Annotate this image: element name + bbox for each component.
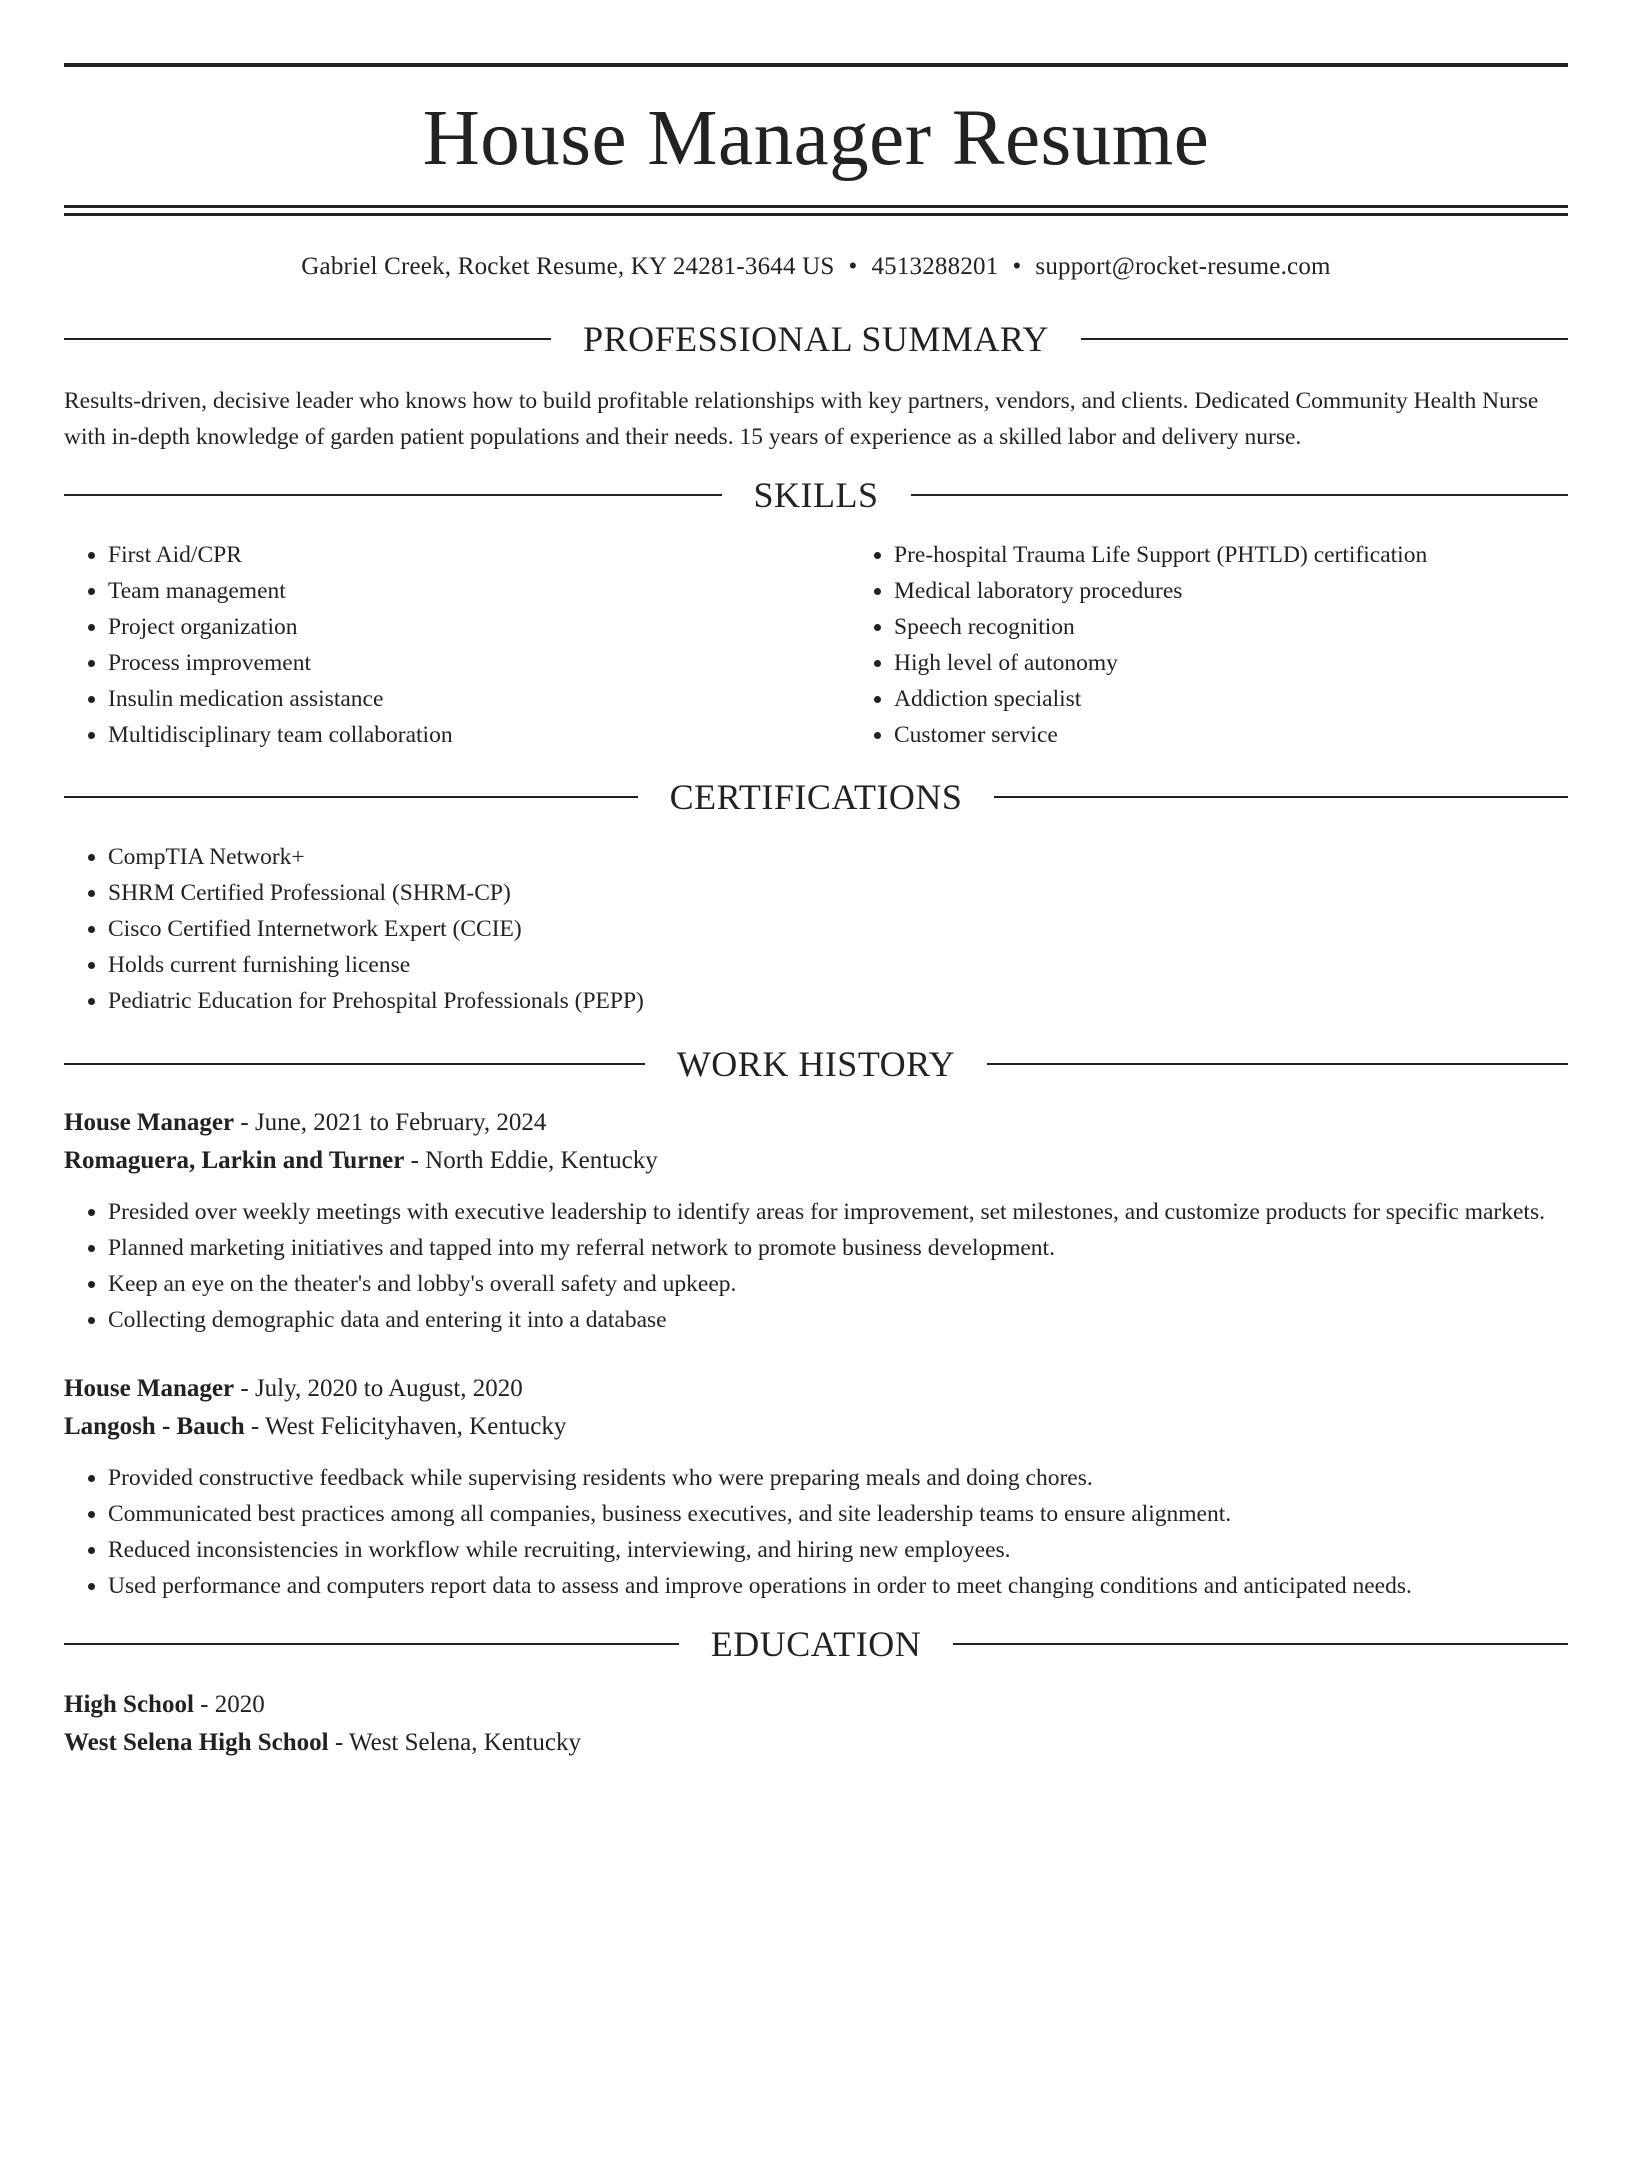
list-item: • Collecting demographic data and entering it into a database [108,1302,1568,1338]
heading-rule [953,1643,1568,1645]
job-entry [64,1370,1568,1604]
education-school-line [64,1724,1568,1762]
section-heading-summary [64,319,1568,359]
job-company: Romaguera, Larkin and Turner [64,1147,405,1174]
education-year: - 2020 [193,1691,265,1718]
resume-page [0,63,1632,2175]
job-role: House Manager [64,1375,235,1402]
certifications-list [64,839,1568,1019]
contact-email: support@rocket-resume.com [1035,253,1331,280]
contact-line [64,252,1568,282]
section-title: PROFESSIONAL SUMMARY [583,319,1049,359]
list-item: • Provided constructive feedback while supervising residents who were preparing meals and doing chores. [108,1460,1568,1496]
list-item: • Keep an eye on the theater's and lobby's overall safety and upkeep. [108,1266,1568,1302]
list-item: • Presided over weekly meetings with executive leadership to identify areas for improvement, set milestones, and customize products for specific markets. [108,1194,1568,1230]
list-item: • First Aid/CPR [108,537,850,573]
summary-text: Results-driven, decisive leader who knows how to build profitable relationships with key partners, vendors, and clients. Dedicated Community Health Nurse with in-depth knowledge of garden patient populations and their needs. 15 years of experience as a skilled labor and delivery nurse. [64,388,1539,450]
list-item: • Medical laboratory procedures [894,573,1568,609]
job-title-line [64,1370,1568,1408]
title-double-rule [64,205,1568,216]
contact-separator: • [1012,253,1022,280]
list-item: • Planned marketing initiatives and tapped into my referral network to promote business development. [108,1230,1568,1266]
job-entry [64,1104,1568,1338]
heading-rule [64,1643,679,1645]
section-heading-skills [64,475,1568,515]
job-role: House Manager [64,1109,235,1136]
list-item: • Team management [108,573,850,609]
skills-column-left [64,537,850,753]
contact-address: Gabriel Creek, Rocket Resume, KY 24281-3644 US [301,253,835,280]
heading-rule [64,494,722,496]
section-heading-education [64,1624,1568,1664]
job-bullets [64,1460,1568,1604]
list-item: • Speech recognition [894,609,1568,645]
list-item: • Customer service [894,717,1568,753]
heading-rule [64,1063,645,1065]
section-heading-certifications [64,777,1568,817]
job-company-line [64,1142,1568,1180]
list-item: • Addiction specialist [894,681,1568,717]
contact-phone: 4513288201 [871,253,999,280]
list-item: • Process improvement [108,645,850,681]
section-title: SKILLS [753,475,879,515]
heading-rule [64,796,638,798]
job-title-line [64,1104,1568,1142]
list-item: • Pre-hospital Trauma Life Support (PHTLD) certification [894,537,1568,573]
contact-separator: • [848,253,858,280]
job-dates: - June, 2021 to February, 2024 [234,1109,547,1136]
list-item: • SHRM Certified Professional (SHRM-CP) [108,875,1568,911]
list-item: • High level of autonomy [894,645,1568,681]
education-entry [64,1686,1568,1762]
heading-rule [987,1063,1568,1065]
education-location: - West Selena, Kentucky [328,1729,581,1756]
education-degree-line [64,1686,1568,1724]
list-item: • Insulin medication assistance [108,681,850,717]
list-item: • Cisco Certified Internetwork Expert (CCIE) [108,911,1568,947]
page-title: House Manager Resume [422,95,1210,182]
list-item: • Pediatric Education for Prehospital Professionals (PEPP) [108,983,1568,1019]
list-item: • Multidisciplinary team collaboration [108,717,850,753]
skills-list [64,537,1568,753]
job-company-line [64,1408,1568,1446]
heading-rule [994,796,1568,798]
section-heading-work-history [64,1044,1568,1084]
heading-rule [911,494,1569,496]
job-company: Langosh - Bauch [64,1413,245,1440]
job-location: - West Felicityhaven, Kentucky [244,1413,567,1440]
education-degree: High School [64,1691,194,1718]
list-item: • Reduced inconsistencies in workflow while recruiting, interviewing, and hiring new employees. [108,1532,1568,1568]
heading-rule [1081,338,1568,340]
section-title: WORK HISTORY [676,1044,956,1084]
section-title: CERTIFICATIONS [669,777,963,817]
list-item: • CompTIA Network+ [108,839,1568,875]
list-item: • Project organization [108,609,850,645]
skills-column-right [850,537,1568,753]
job-dates: - July, 2020 to August, 2020 [234,1375,523,1402]
education-school: West Selena High School [64,1729,329,1756]
heading-rule [64,338,551,340]
section-title: EDUCATION [710,1624,922,1664]
list-item: • Used performance and computers report data to assess and improve operations in order to meet changing conditions and anticipated needs. [108,1568,1568,1604]
list-item: • Communicated best practices among all companies, business executives, and site leadership teams to ensure alignment. [108,1496,1568,1532]
job-bullets [64,1194,1568,1338]
list-item: • Holds current furnishing license [108,947,1568,983]
job-location: - North Eddie, Kentucky [404,1147,658,1174]
